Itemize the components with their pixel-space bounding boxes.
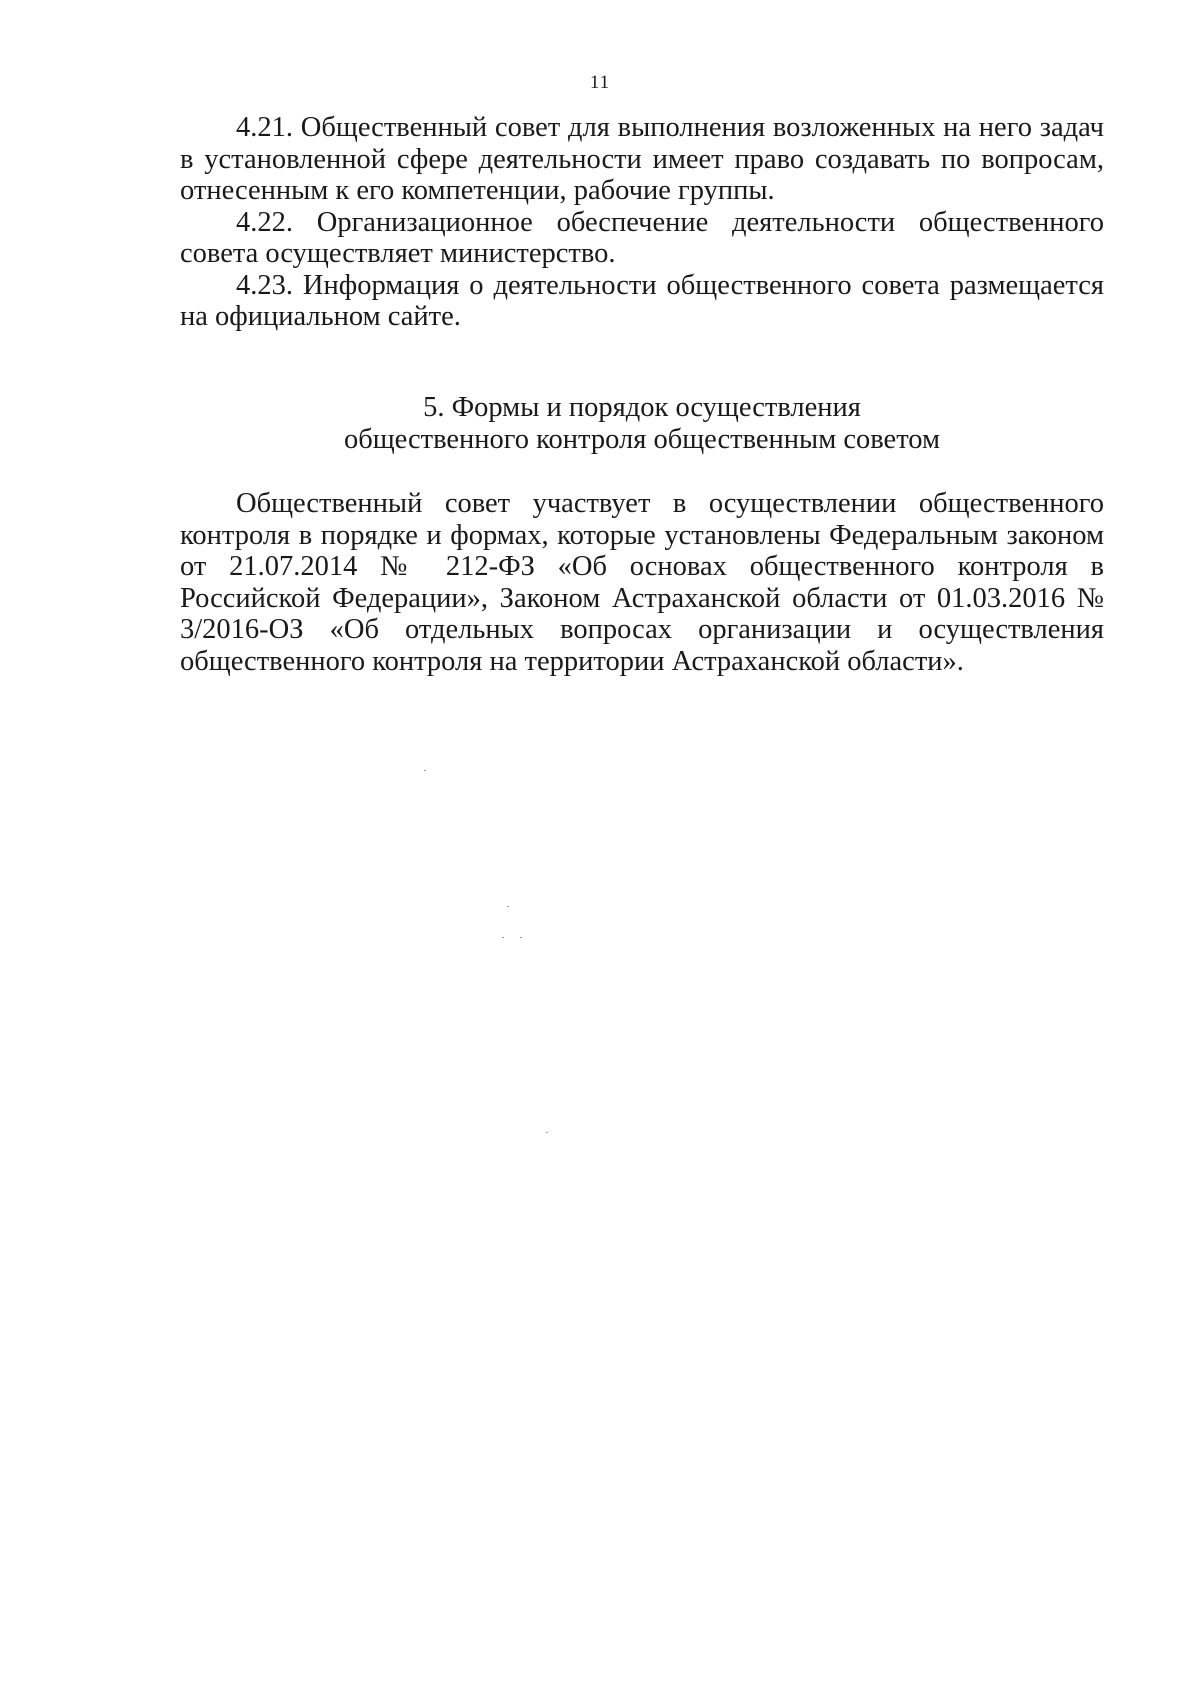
- paragraph-4-22: 4.22. Организационное обеспечение деятельности общественного совета осуществляет министерство.: [180, 206, 1104, 269]
- section-4-paragraphs: [180, 112, 1104, 333]
- section-5-heading-line-2: общественного контроля общественным советом: [343, 424, 941, 455]
- scan-speck: [546, 1132, 548, 1133]
- section-5-heading-line-1: 5. Формы и порядок осуществления: [423, 392, 861, 423]
- paragraph-4-23: 4.23. Информация о деятельности общественного совета размещается на официальном сайте.: [180, 269, 1104, 332]
- scan-speck: [424, 770, 426, 771]
- scan-speck: [502, 937, 504, 938]
- scan-speck: [507, 906, 509, 907]
- scan-speck: [520, 937, 522, 938]
- section-5-body: [180, 488, 1104, 677]
- page-number: 11: [589, 72, 611, 93]
- section-5-heading: [180, 392, 1104, 456]
- paragraph-section-5: Общественный совет участвует в осуществлении общественного контроля в порядке и формах, которые установлены Федеральным законом от 21.07.2014 № 212-ФЗ «Об основах общественного контроля в Российской Федерации», Законом Астраханской области от 01.03.2016 № 3/2016-ОЗ «Об отдельных вопросах организации и осуществления общественного контроля на территории Астраханской области».: [180, 488, 1104, 677]
- paragraph-4-21: 4.21. Общественный совет для выполнения возложенных на него задач в установленной сфере деятельности имеет право создавать по вопросам, отнесенным к его компетенции, рабочие группы.: [180, 112, 1104, 206]
